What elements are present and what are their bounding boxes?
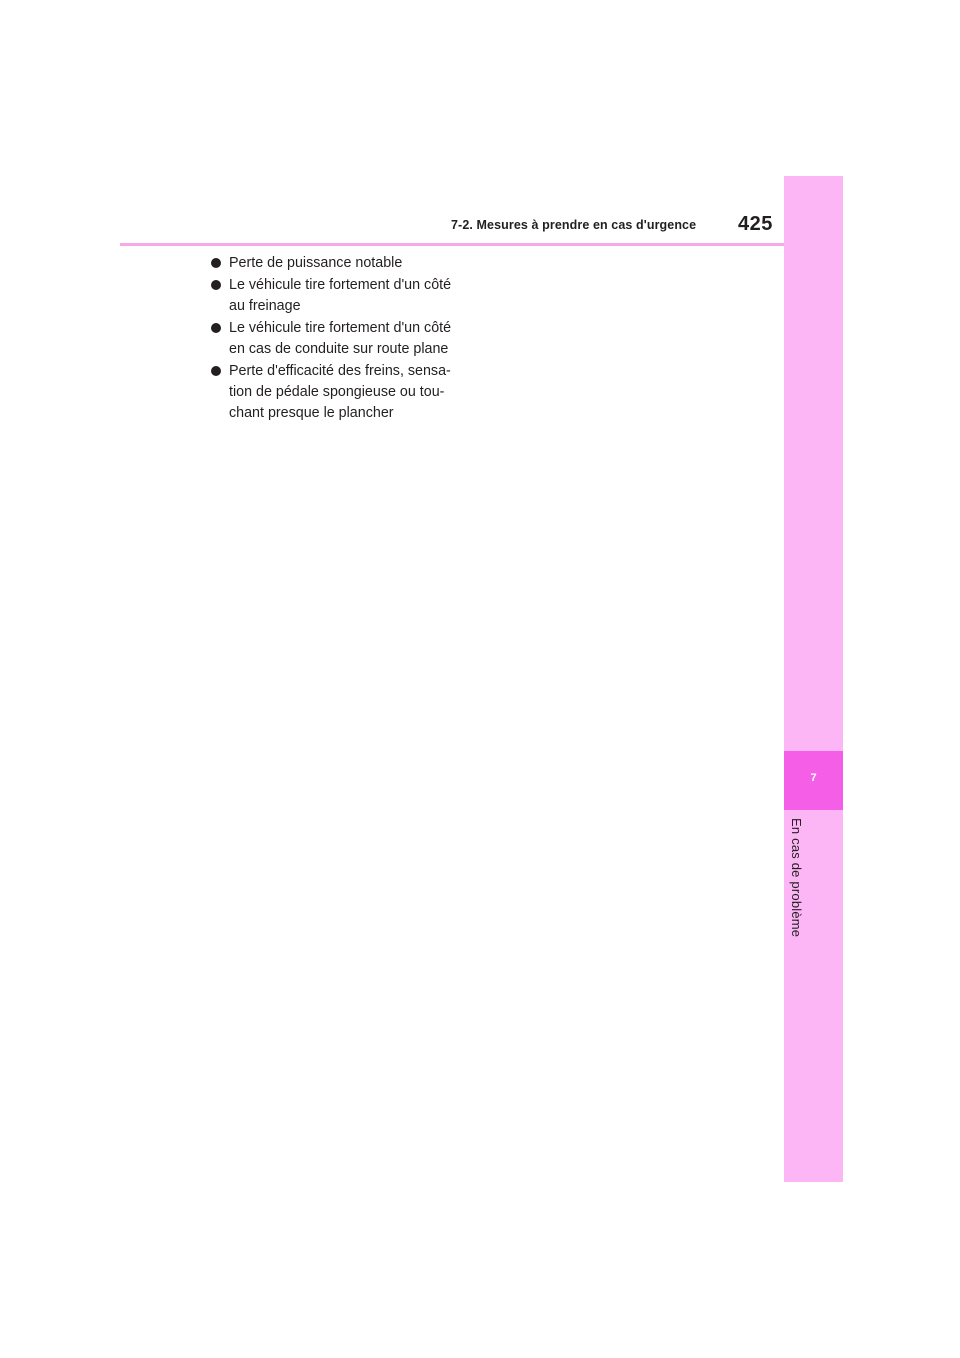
list-item-line: Perte de puissance notable [229, 255, 403, 271]
section-title: 7-2. Mesures à prendre en cas d'urgence [451, 218, 697, 232]
chapter-number: 7 [810, 772, 817, 784]
list-item [210, 318, 470, 360]
chapter-label: En cas de problème [789, 818, 804, 938]
list-item-line: chant presque le plancher [229, 405, 394, 421]
list-item-line: Perte d'efficacité des freins, sensa- [229, 363, 451, 379]
bullet-dot-icon [211, 366, 221, 376]
list-item-line: au freinage [229, 298, 301, 314]
bullet-dot-icon [211, 280, 221, 290]
page-number: 425 [738, 213, 773, 235]
list-item-line: Le véhicule tire fortement d'un côté [229, 277, 452, 293]
list-item [210, 361, 470, 424]
list-item [210, 275, 470, 317]
list-item-line: tion de pédale spongieuse ou tou- [229, 384, 445, 400]
bullet-dot-icon [211, 258, 221, 268]
header-divider [120, 243, 784, 246]
symptom-list [210, 253, 470, 424]
list-item-line: Le véhicule tire fortement d'un côté [229, 320, 452, 336]
chapter-side-tab [784, 176, 843, 1182]
list-item-line: en cas de conduite sur route plane [229, 341, 449, 357]
bullet-dot-icon [211, 323, 221, 333]
list-item [210, 253, 470, 274]
